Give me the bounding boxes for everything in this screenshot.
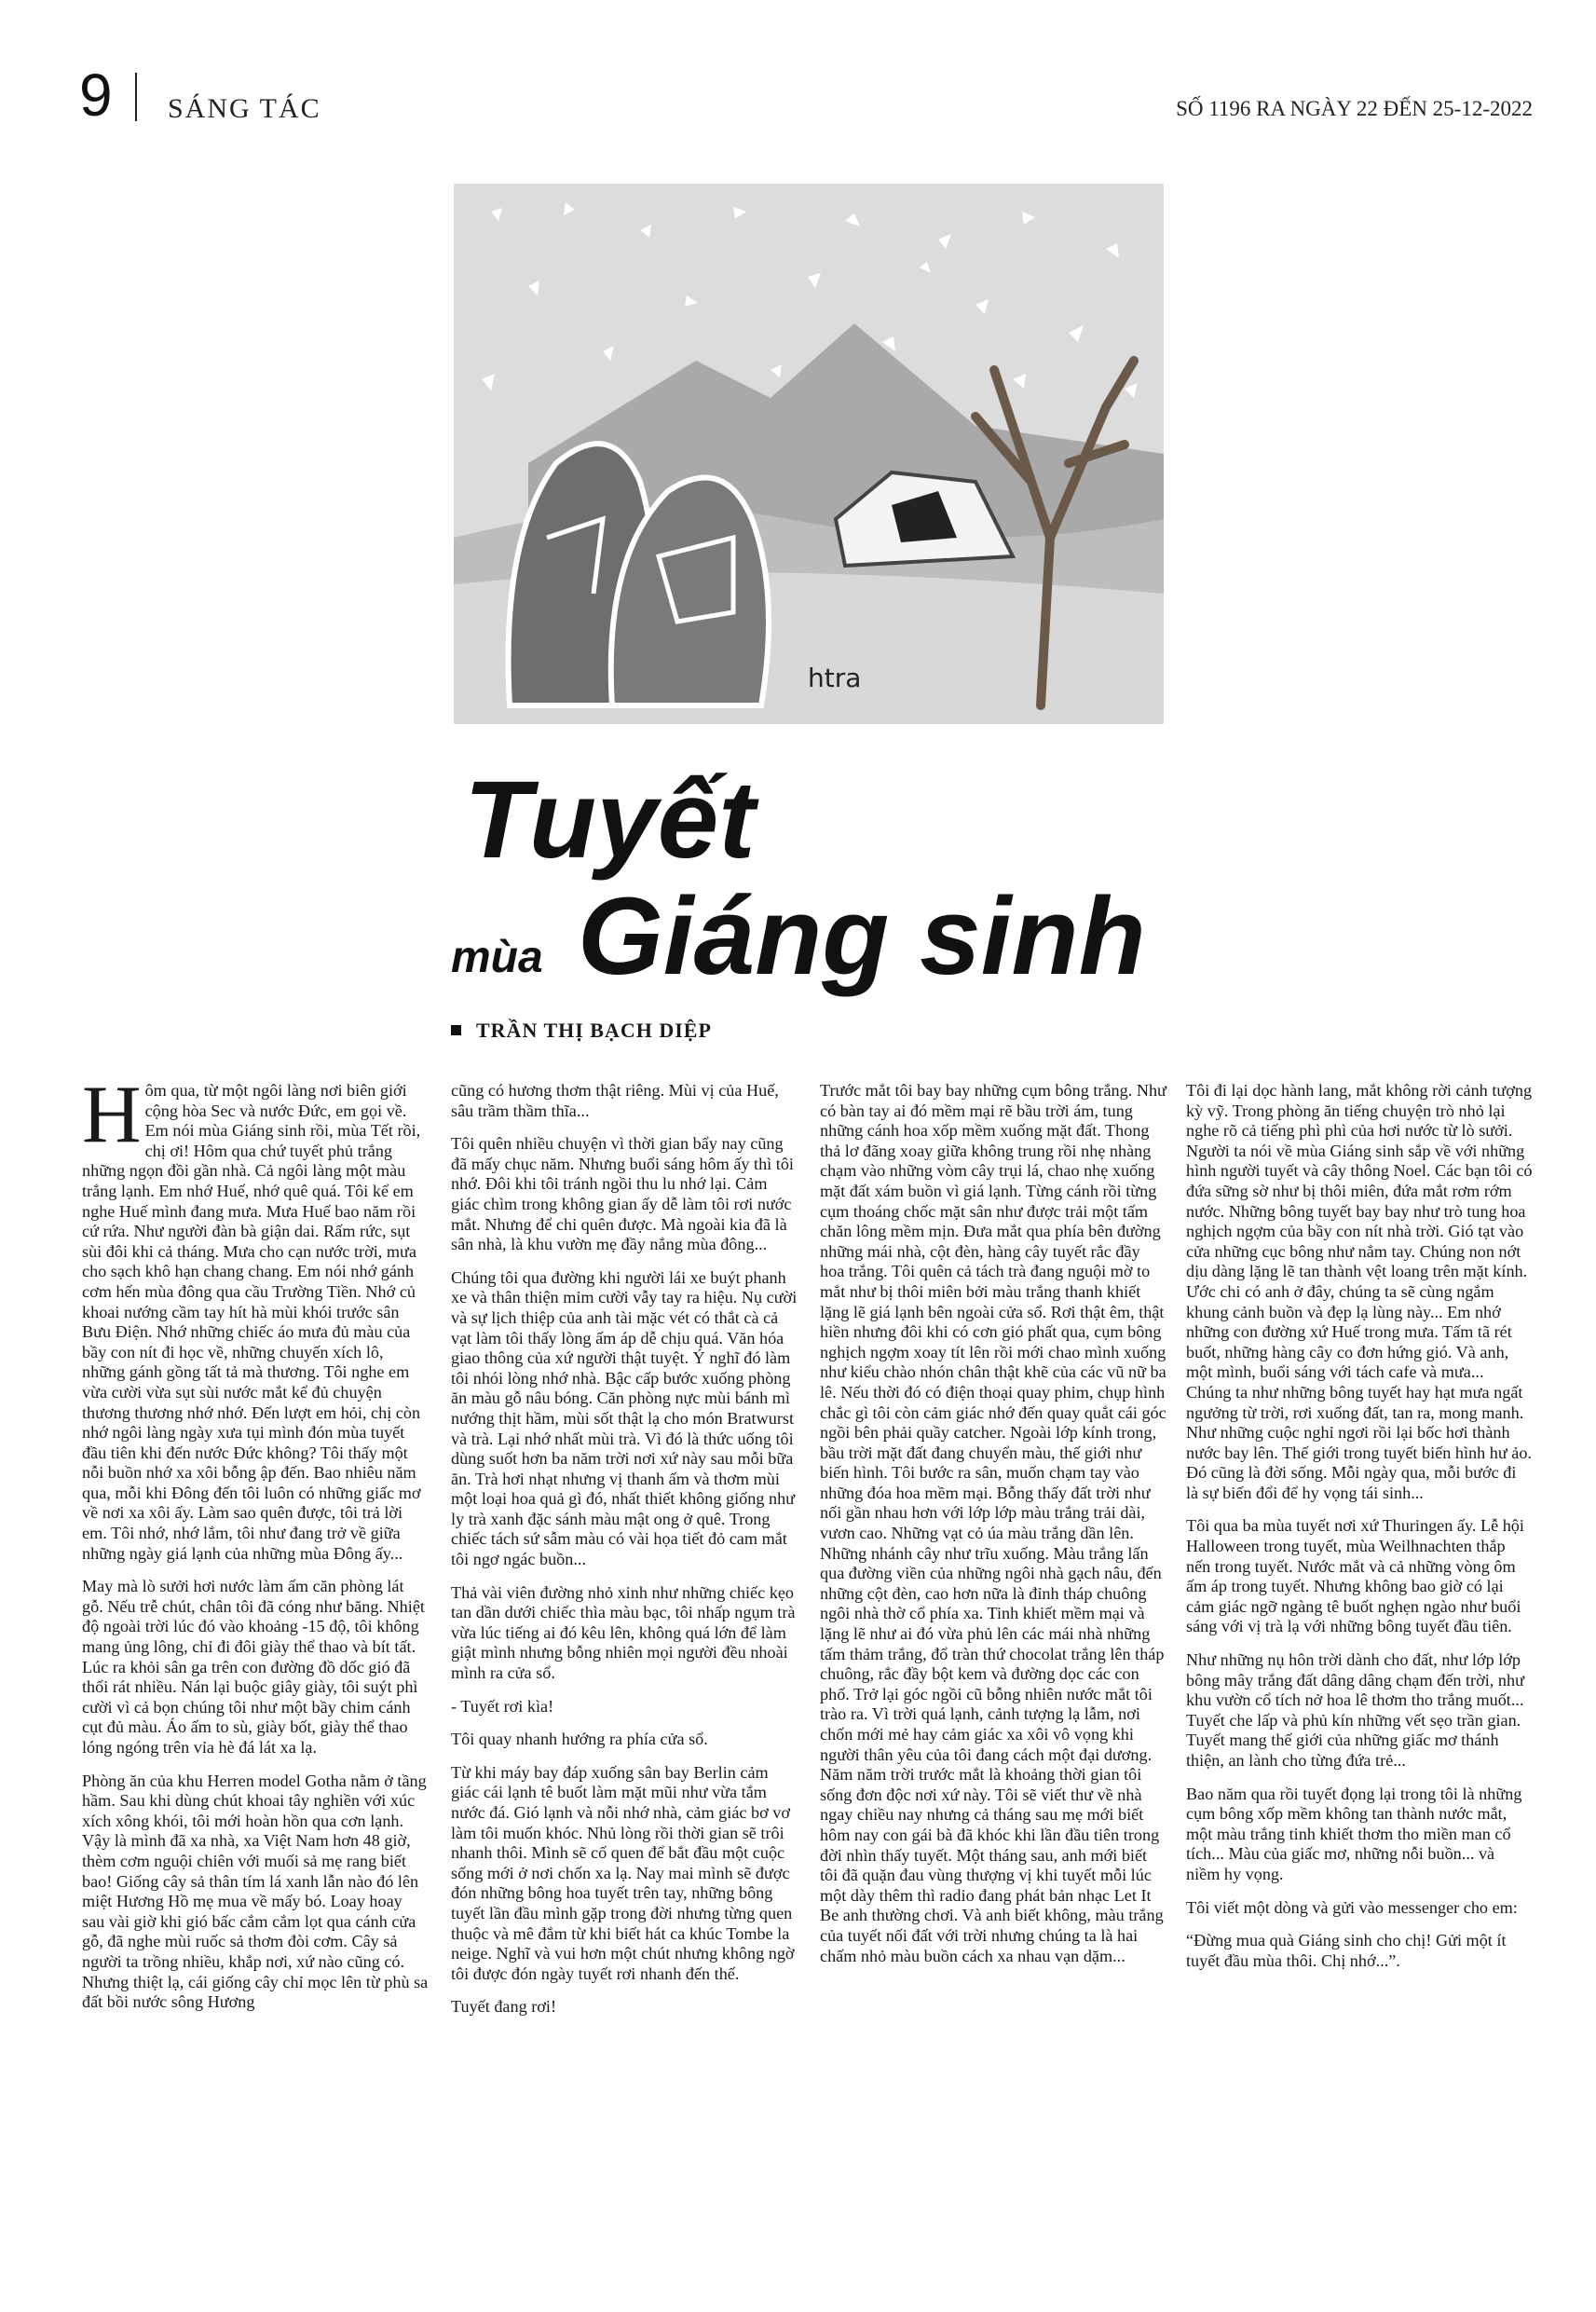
article-title-line1: Tuyết [464, 759, 756, 882]
paragraph: Tôi đi lại dọc hành lang, mắt không rời cảnh tượng kỳ vỹ. Trong phòng ăn tiếng chuyện trò nhỏ lại nghe rõ cả tiếng phì phì của hơi nước từ lò sưởi. Người ta nói về mùa Giáng sinh sắp về với những hình người tuyết và cây thông Noel. Các bạn tôi có đứa sững sờ như bị thôi miên, đứa mắt rơm rớm nước. Những bông tuyết bay bay như trò tung hoa nghịch ngợm của bầy con nít nhà trời. Gió tạt vào cửa những cục bông như nắm tay. Chúng non nớt dịu dàng lặng lẽ tan thành vệt loang trên mặt kính. Ước chi có anh ở đây, chúng ta sẽ cùng ngắm khung cảnh buồn và đẹp lạ lùng này... Em nhớ những con đường xứ Huế trong mưa. Tấm tã rét buốt, những hàng cây co đơn hứng gió. Và anh, một mình, buổi sáng với tách cafe và mưa... Chúng ta như những bông tuyết hay hạt mưa ngất ngưởng từ trời, rơi xuống đất, tan ra, mong manh. Như những cuộc nghỉ ngơi rồi lại bốc hơi thành nước bay lên. Thế giới trong tuyết biến hình hư ảo. Đó cũng là đời sống. Mỗi ngày qua, mỗi bước đi là sự biến đổi để hy vọng tái sinh... [1186, 1081, 1533, 1502]
paragraph: Từ khi máy bay đáp xuống sân bay Berlin cảm giác cái lạnh tê buốt làm mặt mũi như vừa tắm nước đá. Gió lạnh và nỗi nhớ nhà, cảm giác bơ vơ làm tôi muốn khóc. Nhủ lòng rồi thời gian sẽ trôi nhanh thôi. Mình sẽ cố quen để bắt đầu một cuộc sống mới ở nơi chốn xa lạ. Nay mai mình sẽ được đón những bông hoa tuyết trên tay, những bông tuyết lần đầu mình gặp trong đời nhưng từng quen thuộc và mê đắm từ khi biết hát ca khúc Tombe la neige. Nghĩ và vui hơn một chút nhưng không ngờ tôi được đón ngày tuyết rơi nhanh đến thế. [451, 1762, 795, 1983]
article-title-small: mùa [451, 933, 543, 982]
paragraph: Chúng tôi qua đường khi người lái xe buýt phanh xe và thân thiện mỉm cười vẫy tay ra hiệu. Nụ cười và sự lịch thiệp của anh tài mặc vét có thắt cà cả vạt làm tôi thấy lòng ấm áp dễ chịu quá. Văn hóa giao thông của xứ người thật tuyệt. Ý nghĩ đó làm tôi nhói lòng nhớ nhà. Bậc cấp bước xuống phòng ăn màu gỗ nâu bóng. Căn phòng nực mùi bánh mì nướng thịt hầm, mùi sốt thật lạ cho món Bratwurst và trà. Lại nhớ nhất mùi trà. Vì đó là thức uống tôi dùng suốt hơn ba năm trời nơi xứ này sau mỗi bữa ăn. Trà hơi nhạt nhưng vị thanh ấm và thơm mùi một loại hoa quả gì đó, nhất thiết không giống như ly trà xanh đặc sánh màu mật ong ở quê. Trong chiếc tách sứ sẫm màu có vài họa tiết đỏ cam mắt tôi ngơ ngác buồn... [451, 1267, 798, 1569]
author-name: TRẦN THỊ BẠCH DIỆP [476, 1019, 712, 1042]
article-title-line2: Giáng sinh [578, 875, 1146, 998]
issue-info: SỐ 1196 RA NGÀY 22 ĐẾN 25-12-2022 [1176, 97, 1533, 120]
paragraph: Tôi qua ba mùa tuyết nơi xứ Thuringen ấy. Lễ hội Halloween trong tuyết, mùa Weilhnachten thắp nến trong tuyết. Nước mắt và cả những vòng ôm ấm áp trong tuyết. Nhưng không bao giờ có lại cảm giác ngỡ ngàng tê buốt nghẹn ngào như buổi sáng với vị trà lạ với những bông tuyết đầu tiên. [1186, 1516, 1524, 1636]
winter-village-illustration [454, 184, 1164, 724]
paragraph: Phòng ăn của khu Herren model Gotha nằm ở tầng hầm. Sau khi dùng chút khoai tây nghiền với xúc xích xông khói, tôi mới hoàn hồn qua cơn lạnh. Vậy là mình đã xa nhà, xa Việt Nam hơn 48 giờ, thèm cơm nguội chiên với muối sả mẹ rang biết bao! Giống cây sả thân tím lá xanh lẫn nào đó lên miệt Hương Hồ mẹ mua về mấy bó. Loay hoay sau vài giờ khi gió bấc cắm cắm lọt qua cánh cửa gỗ, đã nghe mùi ruốc sả thơm đòi cơm. Cây sả người ta trồng nhiều, khắp nơi, xứ nào cũng có. Nhưng thiệt lạ, cái giống cây chỉ mọc lên từ phù sa đất bồi nước sông Hương [82, 1771, 429, 2012]
paragraph: Như những nụ hôn trời dành cho đất, như lớp lớp bông mây trắng đất dâng dâng chạm đến trời, như khu vườn cổ tích nở hoa lê thơm tho trắng muốt... Tuyết che lấp và phủ kín những vết sẹo trần gian. Tuyết mang thế giới của những giấc mơ thánh thiện, an lành cho từng đứa trẻ... [1186, 1650, 1524, 1770]
drop-cap: H [82, 1070, 142, 1160]
paragraph: Hôm qua, từ một ngôi làng nơi biên giới cộng hòa Sec và nước Đức, em gọi về. Em nói mùa Giáng sinh rồi, mùa Tết rồi, chị ơi! Hôm qua chứ tuyết phủ trắng những ngọn đồi gần nhà. Cả ngôi làng một màu trắng lạnh. Em nhớ Huế, nhớ quê quá. Tôi kể em nghe Huế mình đang mưa. Mưa Huế bao năm rồi cứ rứa. Như người đàn bà giận dai. Rấm rức, sụt sùi đôi khi cả tháng. Mưa cho cạn nước trời, mưa cho sạch khô hạn chang chang. Em nói nhớ gánh cơm hến mùa đông qua cầu Trường Tiền. Nhớ củ khoai nướng cầm tay hít hà mùi khói trước sân Bưu Điện. Nhớ những chiếc áo mưa đủ màu của bầy con nít đi học về, những chuyến xích lô, những gánh gồng tất tả mà thương. Tôi nghe em vừa cười vừa sụt sùi nước mắt kể đủ chuyện thương thương nhớ nhớ. Đến lượt em hỏi, chị còn nhớ ngôi làng ngày xưa tụi mình đón mùa tuyết đầu tiên khi đến nước Đức không? Tôi thấy một nỗi buồn nhớ xa xôi bỗng ập đến. Bao nhiêu năm qua, mỗi khi Đông đến tôi luôn có những giấc mơ về nơi xa xôi ấy. Làm sao quên được, tôi trả lời em. Tôi nhớ, nhớ lắm, tôi như đang trở về giữa những ngày giá lạnh của những mùa Đông ấy... [82, 1070, 421, 1563]
paragraph: Tôi viết một dòng và gửi vào messenger cho em: [1186, 1897, 1518, 1917]
paragraph: Thả vài viên đường nhỏ xinh như những chiếc kẹo tan dần dưới chiếc thìa màu bạc, tôi nhấp ngụm trà vừa lúc tiếng ai đó kêu lên, không quá lớn để làm giật mình nhưng bỗng nhiên mọi người đều nhoài mình ra cửa sổ. [451, 1582, 796, 1683]
section-name: SÁNG TÁC [168, 93, 321, 124]
paragraph: May mà lò sưởi hơi nước làm ấm căn phòng lát gỗ. Nếu trễ chút, chân tôi đã cóng như băng. Nhiệt độ ngoài trời lúc đó vào khoảng -15 độ, tôi không mang ủng lông, chỉ đi đôi giày thể thao và bít tất. Lúc ra khỏi sân ga trên con đường đồ dốc gió đã thổi rát nhiều. Nán lại buộc giây giày, tôi suýt phì cười vì cả bọn chúng tôi như một bầy chim cánh cụt đủ màu. Áo ấm to sù, giày bốt, giày thể thao lóng ngóng trên vỉa hè đá lát xa lạ. [82, 1577, 425, 1757]
paragraph: - Tuyết rơi kìa! [451, 1696, 554, 1716]
text-column-2 [451, 1081, 798, 2031]
paragraph: cũng có hương thơm thật riêng. Mùi vị của Huế, sâu trầm thầm thĩa... [451, 1081, 779, 1120]
text-column-4 [1186, 1081, 1533, 1984]
paragraph: Trước mắt tôi bay bay những cụm bông trắng. Như có bàn tay ai đó mềm mại rẽ bầu trời ám, tung những cánh hoa xốp mềm xuống mặt đất. Thong thả lơ đãng xoay giữa không trung rồi nhẹ nhàng chạm vào những vòm cây trụi lá, chao nhẹ xuống mặt đất xám buồn vì giá lạnh. Từng cánh rồi từng cụm thoáng chốc mặt sân như được trải một tấm chăn lông mềm mịn. Đưa mắt qua phía bên đường những mái nhà, cột đèn, hàng cây tuyết rắc đầy hoa trắng. Tôi quên cả tách trà đang nguội mờ to mắt như bị thôi miên bởi màu trắng thanh khiết lặng lẽ giá lạnh bên ngoài cửa sổ. Rơi thật êm, thật hiền nhưng đôi khi có cơn gió phất qua, cụm bông nghịch ngợm xoay tít lên rồi mới chao mình xuống như kiểu chào nhón chân thật khẽ của các vũ nữ ba lê. Nếu thời đó có điện thoại quay phim, chụp hình chắc gì tôi còn cảm giác nhớ đến quay quắt cái góc ngồi bên phải quầy catcher. Ngoài lớp kính trong, bầu trời mặt đất đang chuyển màu, thế giới như biến hình. Tôi bước ra sân, muốn chạm tay vào những đóa hoa mềm mại. Bỗng thấy đất trời như nối gần nhau hơn với lớp lớp màu trắng trải dài, vươn cao. Những vạt cỏ úa màu trắng dần lên. Những nhánh cây như trĩu xuống. Màu trắng lấn qua đường viền của những ngôi nhà gạch nâu, đến những cột đèn, cao hơn nữa là đỉnh tháp chuông ngôi nhà thờ cổ phía xa. Tinh khiết mềm mại và lặng lẽ như ai đó vừa phủ lên các mái nhà những tấm thảm trắng, đổ tràn thứ chocolat trắng lên tháp chuông, rắc đầy bột kem và đường dọc các con phố. Trở lại góc ngồi cũ bỗng nhiên nước mắt tôi trào ra. Vì trời quá lạnh, cảnh tượng lạ lẫm, nơi chốn mới mẻ hay cảm giác xa xôi vô vọng khi người thân yêu của tôi đang cách một đại dương. Năm năm trời trước mắt là khoảng thời gian tôi sống đơn độc nơi xứ này. Tôi sẽ viết thư về nhà ngay chiều nay nhưng cả tháng sau mẹ mới biết hôm nay con gái bà đã khóc khi lần đầu tiên trong đời nhìn thấy tuyết. Một tháng sau, anh mới biết tôi đã quặn đau vùng thượng vị khi tuyết mỗi lúc một dày thêm thì radio đang phát bản nhạc Let It Be anh thường chơi. Và anh biết không, màu trắng của tuyết nối đất với trời nhưng chúng ta là hai chấm nhỏ màu buồn cách xa nhau vạn dặm... [820, 1081, 1166, 1965]
text-column-1 [82, 1070, 429, 2026]
page-header [79, 62, 1533, 130]
author-byline [451, 1019, 712, 1043]
artist-signature: htra [808, 663, 862, 693]
square-bullet-icon [451, 1025, 461, 1035]
page-number: 9 [79, 62, 113, 129]
paragraph: Tôi quên nhiều chuyện vì thời gian bẩy nay cũng đã mấy chục năm. Nhưng buổi sáng hôm ấy thì tôi nhớ. Đôi khi tôi tránh ngồi thu lu nhớ lại. Cảm giác chìm trong không gian ấy dễ làm tôi rơi nước mắt. Nhưng để chi quên được. Mà ngoài kia đã là sân nhà, là khu vườn mẹ đầy nắng mùa đông... [451, 1134, 794, 1254]
text-column-3 [820, 1081, 1166, 1979]
paragraph: Bao năm qua rồi tuyết đọng lại trong tôi là những cụm bông xốp mềm không tan thành nước mắt, một màu trắng tinh khiết thơm tho miền man cổ tích... Màu của giấc mơ, những nỗi buồn... và niềm hy vọng. [1186, 1784, 1522, 1883]
paragraph: Tôi quay nhanh hướng ra phía cửa sổ. [451, 1730, 708, 1749]
paragraph: Tuyết đang rơi! [451, 1997, 557, 2017]
header-divider [135, 73, 137, 121]
paragraph: “Đừng mua quà Giáng sinh cho chị! Gửi một ít tuyết đầu mùa thôi. Chị nhớ...”. [1186, 1931, 1507, 1970]
